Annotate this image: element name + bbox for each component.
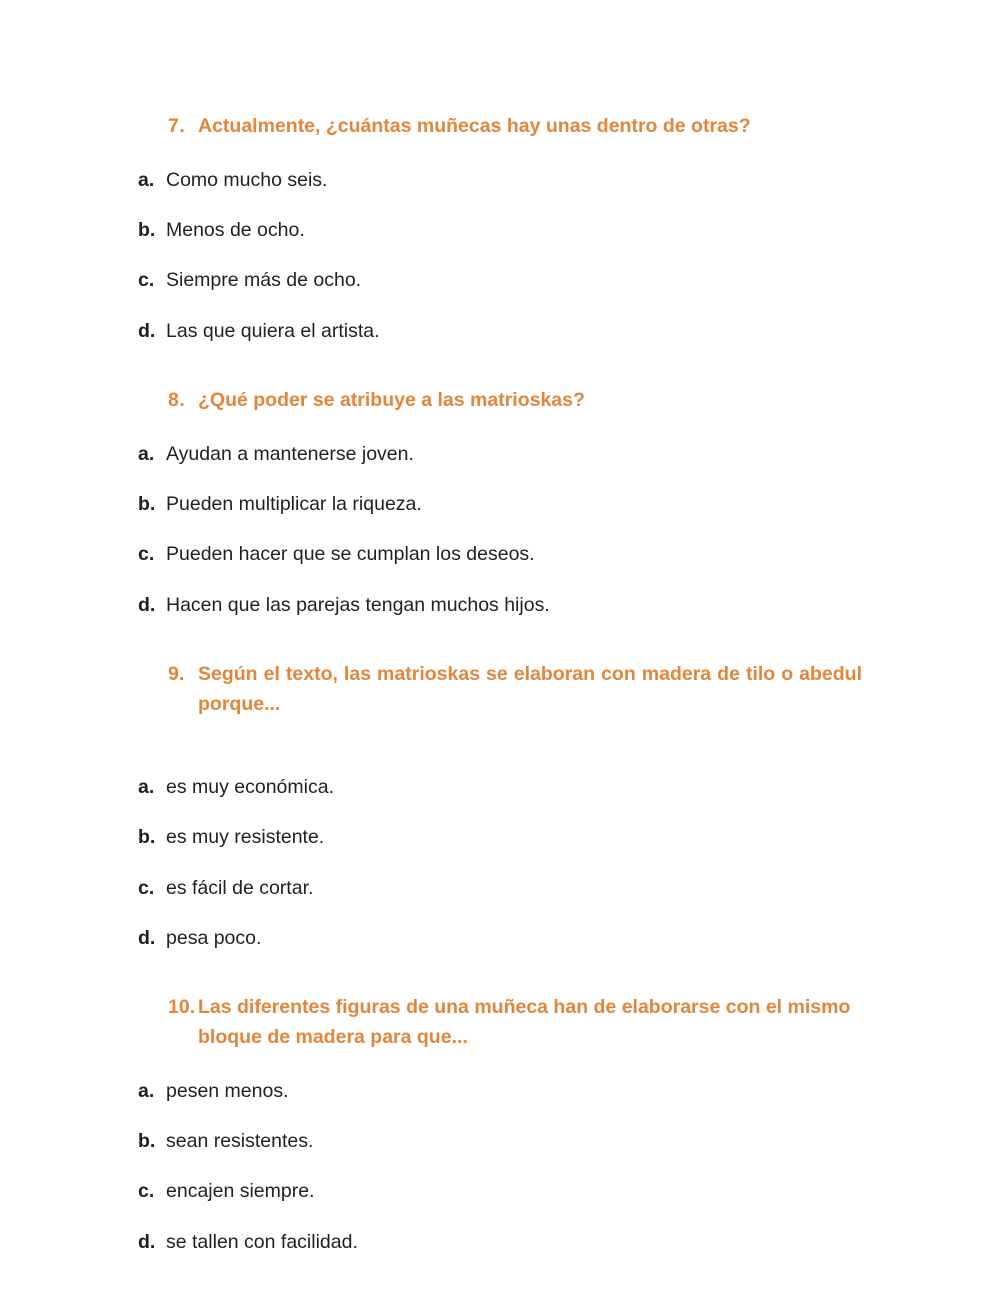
- answer-option[interactable]: [138, 319, 862, 344]
- answer-option-text: se tallen con facilidad.: [166, 1230, 358, 1253]
- question-number: 8.: [168, 389, 186, 411]
- answer-option-letter: c.: [138, 543, 155, 566]
- answer-option[interactable]: [138, 268, 862, 293]
- answer-option[interactable]: [138, 825, 862, 850]
- answer-option-text: Como mucho seis.: [166, 168, 328, 191]
- answer-option-letter: c.: [138, 1180, 155, 1203]
- quiz-question-block: [138, 993, 862, 1255]
- answer-option[interactable]: [138, 218, 862, 243]
- answer-option-list: [138, 1079, 862, 1255]
- answer-option-letter: b.: [138, 492, 156, 515]
- question-number: 10.: [168, 996, 196, 1019]
- answer-option-text: sean resistentes.: [166, 1129, 314, 1152]
- answer-option-list: [138, 775, 862, 951]
- answer-option[interactable]: [138, 926, 862, 951]
- answer-option-letter: c.: [138, 876, 155, 899]
- answer-option-letter: c.: [138, 269, 155, 292]
- answer-option-text: Hacen que las parejas tengan muchos hijos.: [166, 593, 550, 616]
- answer-option[interactable]: [138, 775, 862, 800]
- answer-option[interactable]: [138, 168, 862, 193]
- question-number: 9.: [168, 663, 185, 685]
- question-text: ¿Qué poder se atribuye a las matrioskas?: [198, 389, 585, 411]
- answer-option-letter: b.: [138, 826, 156, 849]
- question-heading: [138, 112, 862, 142]
- answer-option-text: pesen menos.: [166, 1079, 289, 1102]
- answer-option[interactable]: [138, 876, 862, 901]
- answer-option-letter: b.: [138, 218, 156, 241]
- answer-option-text: Pueden multiplicar la riqueza.: [166, 492, 422, 515]
- quiz-question-block: [138, 112, 862, 344]
- answer-option[interactable]: [138, 1230, 862, 1255]
- question-heading: [138, 660, 862, 749]
- quiz-question-list: [138, 112, 862, 1255]
- question-number: 7.: [168, 115, 186, 137]
- answer-option-list: [138, 168, 862, 344]
- answer-option-letter: a.: [138, 442, 155, 465]
- answer-option-text: es fácil de cortar.: [166, 876, 314, 899]
- answer-option[interactable]: [138, 492, 862, 517]
- answer-option-letter: d.: [138, 926, 156, 949]
- answer-option-text: es muy económica.: [166, 775, 334, 798]
- answer-option-text: Pueden hacer que se cumplan los deseos.: [166, 543, 535, 566]
- answer-option-text: Siempre más de ocho.: [166, 269, 362, 292]
- answer-option[interactable]: [138, 442, 862, 467]
- answer-option-list: [138, 442, 862, 618]
- answer-option[interactable]: [138, 593, 862, 618]
- answer-option-letter: a.: [138, 168, 155, 191]
- question-text: Actualmente, ¿cuántas muñecas hay unas dentro de otras?: [198, 115, 751, 137]
- answer-option-text: encajen siempre.: [166, 1180, 315, 1203]
- answer-option-letter: b.: [138, 1129, 156, 1152]
- question-text: Según el texto, las matrioskas se elaboran con madera de tilo o abedul porque...: [198, 663, 862, 715]
- quiz-question-block: [138, 660, 862, 951]
- answer-option-letter: a.: [138, 1079, 155, 1102]
- answer-option-letter: d.: [138, 319, 156, 342]
- question-heading: [138, 386, 862, 416]
- answer-option-text: Ayudan a mantenerse joven.: [166, 442, 414, 465]
- answer-option-text: pesa poco.: [166, 926, 262, 949]
- answer-option-letter: d.: [138, 1230, 156, 1253]
- question-text: Las diferentes figuras de una muñeca han de elaborarse con el mismo bloque de madera para que...: [198, 996, 851, 1048]
- quiz-question-block: [138, 386, 862, 618]
- answer-option-text: Menos de ocho.: [166, 218, 305, 241]
- answer-option[interactable]: [138, 1179, 862, 1204]
- answer-option[interactable]: [138, 542, 862, 567]
- answer-option[interactable]: [138, 1129, 862, 1154]
- answer-option-text: es muy resistente.: [166, 826, 325, 849]
- answer-option-letter: a.: [138, 775, 155, 798]
- answer-option-letter: d.: [138, 593, 156, 616]
- answer-option[interactable]: [138, 1079, 862, 1104]
- answer-option-text: Las que quiera el artista.: [166, 319, 380, 342]
- question-heading: [138, 993, 862, 1052]
